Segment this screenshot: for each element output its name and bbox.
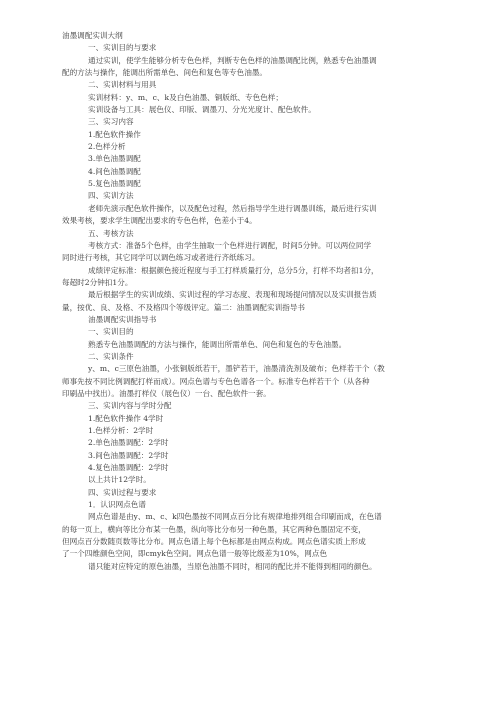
text-line: 二、实训条件	[88, 351, 134, 361]
text-line: 五、考核方法	[88, 228, 134, 238]
text-line: 实训设备与工具：展色仪、印版、调墨刀、分光光度计、配色软件。	[88, 105, 316, 115]
text-line: 通过实训，使学生能够分析专色色样，判断专色色样的油墨调配比例，熟悉专色油墨调	[88, 55, 377, 65]
text-line: 1.色样分析：2学时	[88, 426, 154, 435]
text-line: 印刷品中找出）。油墨打样仪（展色仪）一台、配色软件一套。	[62, 388, 271, 398]
text-line: 熟悉专色油墨调配的方法与操作，能调出所需单色、间色和复色的专色油墨。	[88, 339, 347, 349]
text-line: 一、实训目的与要求	[88, 43, 157, 53]
text-line: 老师先演示配色软件操作，以及配色过程，然后指导学生进行调墨训练，最后进行实训	[88, 203, 377, 213]
text-line: 三、实习内容	[88, 117, 134, 127]
text-line: 2.单色油墨调配：2学时	[88, 438, 169, 448]
document-title: 油墨调配实训大纲	[62, 31, 123, 40]
document-page	[62, 30, 440, 573]
text-line: 配的方法与操作，能调出所需单色、间色和复色等专色油墨。	[62, 68, 268, 78]
text-line: 一、实训目的	[88, 327, 134, 337]
text-line: 1.配色软件操作 4学时	[88, 413, 164, 423]
text-line: 3.间色油墨调配：2学时	[88, 450, 169, 460]
text-line: 最后根据学生的实训成绩、实训过程的学习态度、表现和现场提问情况以及实训报告质	[88, 290, 377, 300]
text-line: 成绩评定标准：根据颜色接近程度与手工打样质量打分，总分5分，打样不均者扣1分，	[88, 265, 379, 275]
text-line: 实训材料：y、m、c、k及白色油墨、铜版纸、专色色样；	[88, 92, 283, 102]
text-line: 二、实训材料与用具	[88, 80, 157, 90]
text-line: 但网点百分数随页数等比分布。网点色谱上每个色标都是由网点构成。网点色谱实质上形成	[62, 537, 366, 547]
text-line: 同时进行考核，其它同学可以调色练习或者进行齐纸练习。	[62, 253, 260, 263]
text-line: 1.配色软件操作	[88, 129, 141, 139]
text-line: 油墨调配实训指导书	[88, 314, 157, 324]
text-line: 1．认识网点色谱	[88, 500, 146, 510]
text-line: 网点色谱是由y、m、c、k四色墨按不同网点百分比有规律地排列组合印刷而成，在色谱	[88, 512, 382, 522]
text-line: 谱只能对应特定的原色油墨，当原色油墨不同时，相同的配比并不能得到相同的颜色。	[88, 561, 377, 571]
text-line: 5.复色油墨调配	[88, 179, 141, 189]
text-line: 3.单色油墨调配	[88, 154, 141, 164]
text-line: 量，按优、良、及格、不及格四个等级评定。篇二：油墨调配实训指导书	[62, 302, 305, 312]
text-line: 以上共计12学时。	[88, 475, 151, 485]
text-line: 的每一页上，横向等比分布某一色墨，纵向等比分布另一种色墨，其它两种色墨固定不变，	[62, 524, 366, 534]
text-line: 师事先按不同比例调配打样而成）。网点色谱与专色色谱各一个。标准专色样若干个（从各种	[62, 376, 370, 386]
text-line: 四、实训过程与要求	[88, 487, 157, 497]
text-line: 了一个四维颜色空间，即cmyk色空间。网点色谱一般等比级差为10%，网点色	[62, 549, 328, 559]
text-line: 4.间色油墨调配	[88, 166, 141, 176]
text-line: 四、实训方法	[88, 191, 134, 201]
text-line: y、m、c三原色油墨，小张铜版纸若干，墨铲若干，油墨清洗剂及破布；色样若干个（教	[88, 364, 385, 374]
text-line: 效果考核，要求学生调配出要求的专色色样，色差小于4。	[62, 216, 257, 226]
text-line: 考核方式：准备5个色样，由学生抽取一个色样进行调配，时间5分钟。可以两位同学	[88, 240, 372, 250]
text-line: 每超时2分钟扣1分。	[62, 277, 133, 287]
text-line: 三、实训内容与学时分配	[88, 401, 172, 411]
text-line: 2.色样分析	[88, 142, 126, 152]
text-line: 4.复色油墨调配：2学时	[88, 463, 169, 473]
